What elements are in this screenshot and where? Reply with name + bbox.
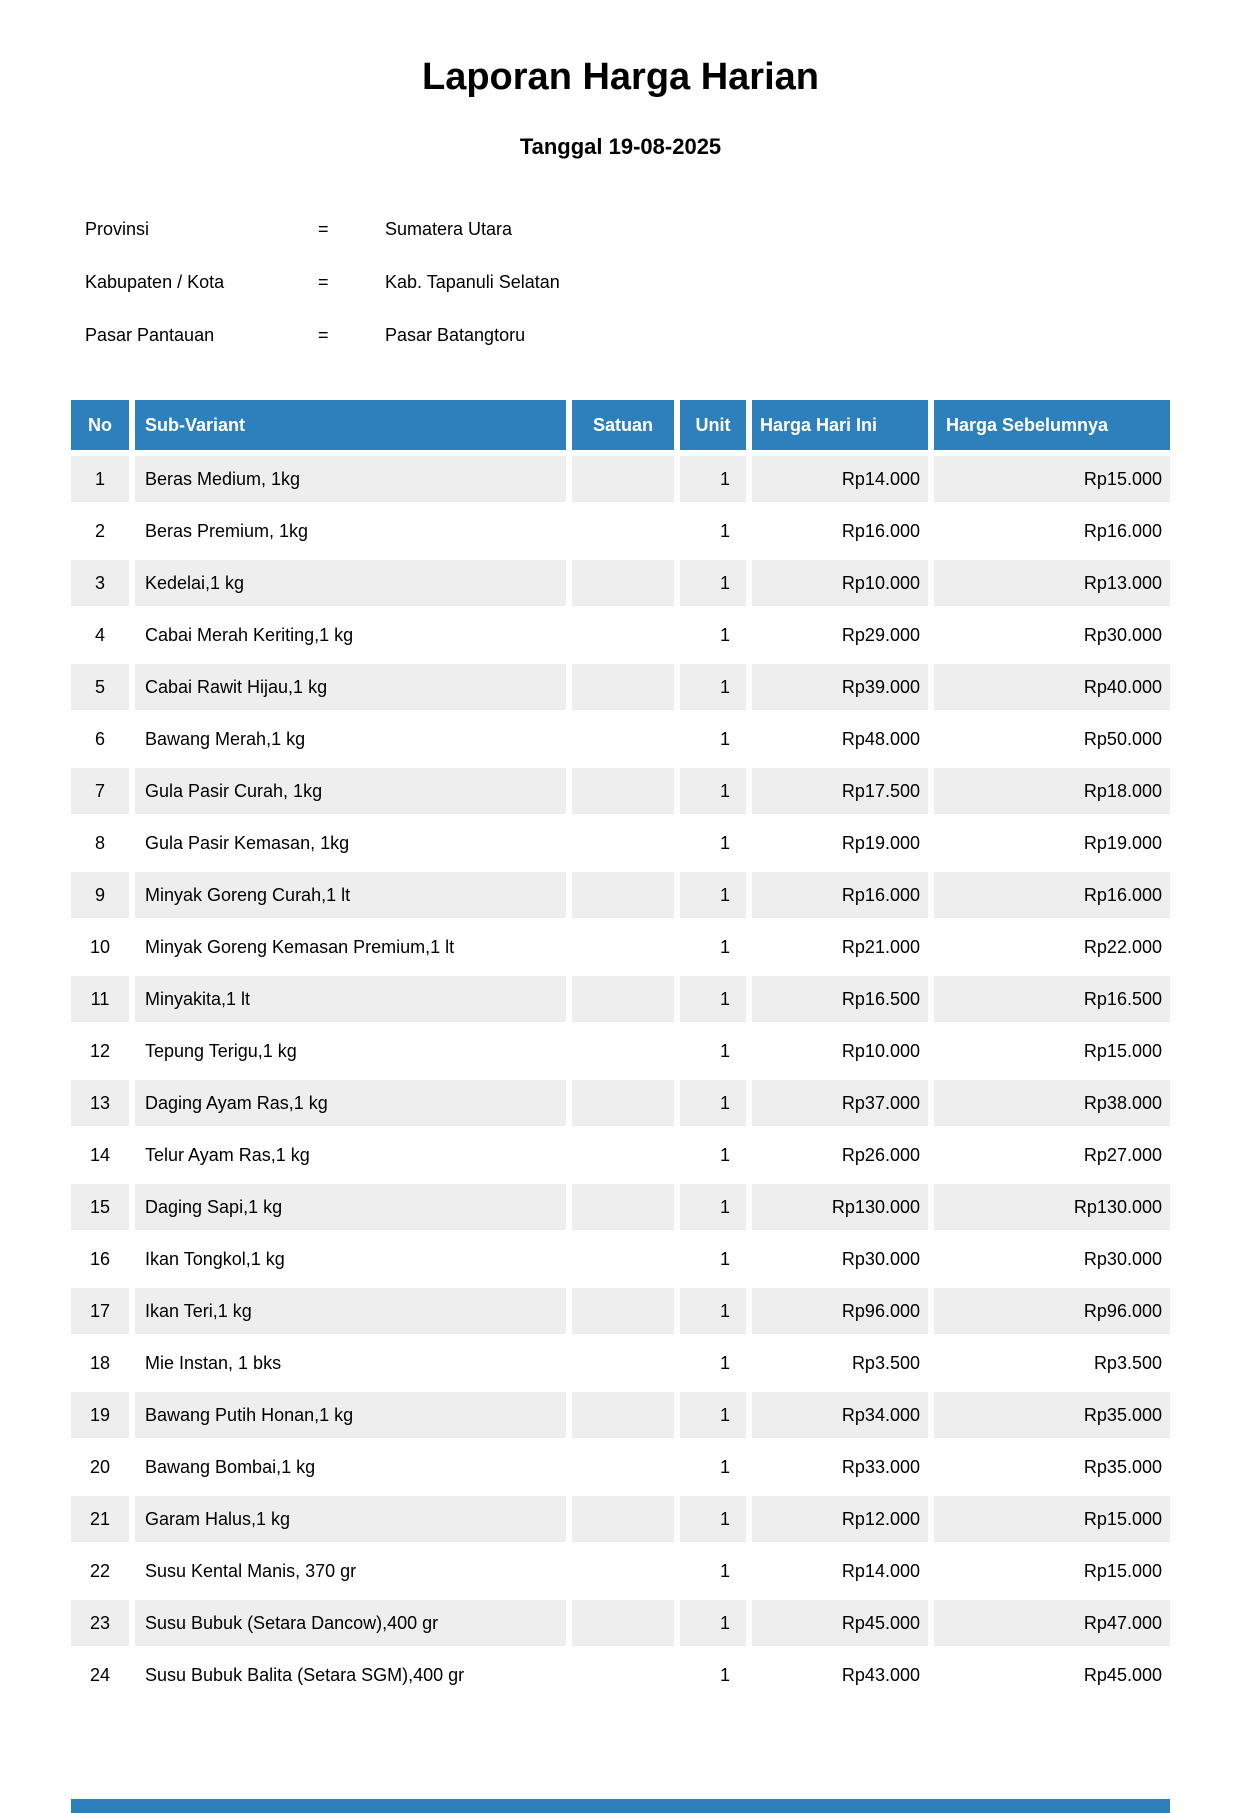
table-row xyxy=(71,1184,1170,1230)
info-label: Pasar Pantauan xyxy=(85,325,215,345)
cell-no: 22 xyxy=(71,1548,129,1594)
cell-unit: 1 xyxy=(680,1652,746,1698)
cell-no: 20 xyxy=(71,1444,129,1490)
cell-unit: 1 xyxy=(680,1340,746,1386)
cell-no: 16 xyxy=(71,1236,129,1282)
cell-satuan xyxy=(572,820,674,866)
table-row xyxy=(71,664,1170,710)
table-row xyxy=(71,1652,1170,1698)
table-row xyxy=(71,1444,1170,1490)
cell-harga-sebelumnya: Rp16.500 xyxy=(934,976,1170,1022)
cell-sub-variant: Cabai Rawit Hijau,1 kg xyxy=(135,664,566,710)
cell-harga-sebelumnya: Rp16.000 xyxy=(934,508,1170,554)
price-table xyxy=(65,394,1176,1704)
cell-no: 7 xyxy=(71,768,129,814)
cell-sub-variant: Daging Sapi,1 kg xyxy=(135,1184,566,1230)
cell-sub-variant: Telur Ayam Ras,1 kg xyxy=(135,1132,566,1178)
cell-harga-hari-ini: Rp16.500 xyxy=(752,976,928,1022)
cell-harga-sebelumnya: Rp15.000 xyxy=(934,1028,1170,1074)
cell-satuan xyxy=(572,1288,674,1334)
table-row xyxy=(71,872,1170,918)
cell-unit: 1 xyxy=(680,1132,746,1178)
cell-sub-variant: Bawang Merah,1 kg xyxy=(135,716,566,762)
cell-harga-sebelumnya: Rp19.000 xyxy=(934,820,1170,866)
cell-sub-variant: Garam Halus,1 kg xyxy=(135,1496,566,1542)
table-row xyxy=(71,976,1170,1022)
cell-unit: 1 xyxy=(680,612,746,658)
cell-harga-sebelumnya: Rp50.000 xyxy=(934,716,1170,762)
cell-unit: 1 xyxy=(680,1288,746,1334)
cell-harga-hari-ini: Rp3.500 xyxy=(752,1340,928,1386)
cell-satuan xyxy=(572,664,674,710)
cell-no: 24 xyxy=(71,1652,129,1698)
cell-satuan xyxy=(572,1236,674,1282)
column-header-unit: Unit xyxy=(680,400,746,450)
cell-harga-sebelumnya: Rp18.000 xyxy=(934,768,1170,814)
cell-unit: 1 xyxy=(680,1600,746,1646)
cell-no: 9 xyxy=(71,872,129,918)
cell-unit: 1 xyxy=(680,820,746,866)
cell-harga-sebelumnya: Rp27.000 xyxy=(934,1132,1170,1178)
table-row xyxy=(71,768,1170,814)
info-label: Kabupaten / Kota xyxy=(85,272,225,292)
cell-harga-hari-ini: Rp29.000 xyxy=(752,612,928,658)
cell-harga-sebelumnya: Rp15.000 xyxy=(934,456,1170,502)
cell-unit: 1 xyxy=(680,924,746,970)
next-page-table-header-partial xyxy=(71,1799,1170,1813)
table-header-row xyxy=(71,400,1170,450)
cell-harga-sebelumnya: Rp96.000 xyxy=(934,1288,1170,1334)
cell-harga-hari-ini: Rp26.000 xyxy=(752,1132,928,1178)
page-title: Laporan Harga Harian xyxy=(422,56,819,98)
info-row-kabupaten-kota xyxy=(85,273,1241,291)
table-row xyxy=(71,1600,1170,1646)
cell-unit: 1 xyxy=(680,1184,746,1230)
cell-harga-sebelumnya: Rp30.000 xyxy=(934,612,1170,658)
table-row xyxy=(71,1392,1170,1438)
table-row xyxy=(71,924,1170,970)
cell-harga-sebelumnya: Rp22.000 xyxy=(934,924,1170,970)
table-row xyxy=(71,1080,1170,1126)
table-row xyxy=(71,560,1170,606)
cell-unit: 1 xyxy=(680,1548,746,1594)
cell-no: 5 xyxy=(71,664,129,710)
column-header-satuan: Satuan xyxy=(572,400,674,450)
cell-satuan xyxy=(572,1184,674,1230)
equals-sign: = xyxy=(318,272,329,292)
cell-harga-sebelumnya: Rp45.000 xyxy=(934,1652,1170,1698)
cell-unit: 1 xyxy=(680,1236,746,1282)
cell-sub-variant: Susu Bubuk Balita (Setara SGM),400 gr xyxy=(135,1652,566,1698)
cell-harga-hari-ini: Rp33.000 xyxy=(752,1444,928,1490)
cell-sub-variant: Ikan Tongkol,1 kg xyxy=(135,1236,566,1282)
table-row xyxy=(71,1548,1170,1594)
cell-harga-sebelumnya: Rp47.000 xyxy=(934,1600,1170,1646)
cell-sub-variant: Cabai Merah Keriting,1 kg xyxy=(135,612,566,658)
cell-sub-variant: Kedelai,1 kg xyxy=(135,560,566,606)
table-row xyxy=(71,1132,1170,1178)
table-row xyxy=(71,1236,1170,1282)
equals-sign: = xyxy=(318,219,329,239)
cell-sub-variant: Minyak Goreng Kemasan Premium,1 lt xyxy=(135,924,566,970)
cell-unit: 1 xyxy=(680,716,746,762)
cell-sub-variant: Gula Pasir Curah, 1kg xyxy=(135,768,566,814)
cell-no: 18 xyxy=(71,1340,129,1386)
cell-harga-hari-ini: Rp17.500 xyxy=(752,768,928,814)
cell-satuan xyxy=(572,560,674,606)
cell-satuan xyxy=(572,612,674,658)
cell-harga-hari-ini: Rp30.000 xyxy=(752,1236,928,1282)
cell-unit: 1 xyxy=(680,976,746,1022)
cell-no: 1 xyxy=(71,456,129,502)
cell-satuan xyxy=(572,1652,674,1698)
cell-satuan xyxy=(572,976,674,1022)
column-header-no: No xyxy=(71,400,129,450)
table-row xyxy=(71,1340,1170,1386)
cell-unit: 1 xyxy=(680,1496,746,1542)
cell-harga-sebelumnya: Rp30.000 xyxy=(934,1236,1170,1282)
cell-harga-hari-ini: Rp14.000 xyxy=(752,456,928,502)
cell-satuan xyxy=(572,508,674,554)
cell-no: 15 xyxy=(71,1184,129,1230)
cell-harga-sebelumnya: Rp130.000 xyxy=(934,1184,1170,1230)
cell-no: 14 xyxy=(71,1132,129,1178)
cell-harga-hari-ini: Rp21.000 xyxy=(752,924,928,970)
cell-no: 8 xyxy=(71,820,129,866)
cell-satuan xyxy=(572,1080,674,1126)
cell-harga-sebelumnya: Rp35.000 xyxy=(934,1444,1170,1490)
cell-sub-variant: Beras Premium, 1kg xyxy=(135,508,566,554)
table-row xyxy=(71,820,1170,866)
report-page xyxy=(0,58,1241,1704)
cell-harga-sebelumnya: Rp13.000 xyxy=(934,560,1170,606)
cell-harga-hari-ini: Rp96.000 xyxy=(752,1288,928,1334)
cell-satuan xyxy=(572,768,674,814)
page-subtitle: Tanggal 19-08-2025 xyxy=(519,134,722,159)
cell-harga-sebelumnya: Rp35.000 xyxy=(934,1392,1170,1438)
cell-sub-variant: Minyak Goreng Curah,1 lt xyxy=(135,872,566,918)
cell-no: 19 xyxy=(71,1392,129,1438)
cell-no: 6 xyxy=(71,716,129,762)
cell-sub-variant: Bawang Bombai,1 kg xyxy=(135,1444,566,1490)
cell-no: 10 xyxy=(71,924,129,970)
cell-no: 23 xyxy=(71,1600,129,1646)
cell-sub-variant: Mie Instan, 1 bks xyxy=(135,1340,566,1386)
cell-no: 2 xyxy=(71,508,129,554)
cell-harga-sebelumnya: Rp3.500 xyxy=(934,1340,1170,1386)
cell-harga-hari-ini: Rp45.000 xyxy=(752,1600,928,1646)
cell-no: 11 xyxy=(71,976,129,1022)
cell-no: 4 xyxy=(71,612,129,658)
report-info xyxy=(85,220,1241,344)
info-row-pasar-pantauan xyxy=(85,326,1241,344)
cell-harga-hari-ini: Rp14.000 xyxy=(752,1548,928,1594)
cell-satuan xyxy=(572,924,674,970)
cell-unit: 1 xyxy=(680,508,746,554)
cell-no: 12 xyxy=(71,1028,129,1074)
cell-sub-variant: Susu Kental Manis, 370 gr xyxy=(135,1548,566,1594)
cell-harga-sebelumnya: Rp16.000 xyxy=(934,872,1170,918)
cell-harga-hari-ini: Rp19.000 xyxy=(752,820,928,866)
info-value: Sumatera Utara xyxy=(385,219,513,239)
cell-sub-variant: Gula Pasir Kemasan, 1kg xyxy=(135,820,566,866)
cell-sub-variant: Ikan Teri,1 kg xyxy=(135,1288,566,1334)
cell-harga-sebelumnya: Rp15.000 xyxy=(934,1548,1170,1594)
cell-sub-variant: Beras Medium, 1kg xyxy=(135,456,566,502)
cell-sub-variant: Susu Bubuk (Setara Dancow),400 gr xyxy=(135,1600,566,1646)
cell-harga-hari-ini: Rp130.000 xyxy=(752,1184,928,1230)
cell-no: 3 xyxy=(71,560,129,606)
cell-satuan xyxy=(572,1392,674,1438)
cell-satuan xyxy=(572,1340,674,1386)
cell-sub-variant: Minyakita,1 lt xyxy=(135,976,566,1022)
info-label: Provinsi xyxy=(85,219,150,239)
cell-harga-hari-ini: Rp39.000 xyxy=(752,664,928,710)
cell-unit: 1 xyxy=(680,664,746,710)
table-body xyxy=(71,456,1170,1698)
cell-unit: 1 xyxy=(680,560,746,606)
cell-satuan xyxy=(572,1600,674,1646)
cell-unit: 1 xyxy=(680,1392,746,1438)
cell-harga-hari-ini: Rp10.000 xyxy=(752,560,928,606)
cell-harga-sebelumnya: Rp15.000 xyxy=(934,1496,1170,1542)
info-value: Pasar Batangtoru xyxy=(385,325,526,345)
cell-harga-sebelumnya: Rp40.000 xyxy=(934,664,1170,710)
cell-sub-variant: Bawang Putih Honan,1 kg xyxy=(135,1392,566,1438)
table-row xyxy=(71,508,1170,554)
cell-satuan xyxy=(572,1132,674,1178)
table-row xyxy=(71,1028,1170,1074)
table-row xyxy=(71,1496,1170,1542)
table-row xyxy=(71,1288,1170,1334)
cell-satuan xyxy=(572,1548,674,1594)
info-value: Kab. Tapanuli Selatan xyxy=(385,272,560,292)
cell-unit: 1 xyxy=(680,768,746,814)
column-header-sub-variant: Sub-Variant xyxy=(135,400,566,450)
column-header-harga-sebelumnya: Harga Sebelumnya xyxy=(934,400,1170,450)
cell-harga-hari-ini: Rp37.000 xyxy=(752,1080,928,1126)
cell-unit: 1 xyxy=(680,1444,746,1490)
equals-sign: = xyxy=(318,325,329,345)
cell-harga-hari-ini: Rp48.000 xyxy=(752,716,928,762)
cell-harga-hari-ini: Rp12.000 xyxy=(752,1496,928,1542)
cell-sub-variant: Daging Ayam Ras,1 kg xyxy=(135,1080,566,1126)
info-row-provinsi xyxy=(85,220,1241,238)
cell-satuan xyxy=(572,872,674,918)
cell-harga-hari-ini: Rp16.000 xyxy=(752,872,928,918)
cell-unit: 1 xyxy=(680,1028,746,1074)
cell-satuan xyxy=(572,1444,674,1490)
cell-satuan xyxy=(572,456,674,502)
cell-harga-hari-ini: Rp10.000 xyxy=(752,1028,928,1074)
cell-satuan xyxy=(572,716,674,762)
table-row xyxy=(71,716,1170,762)
cell-unit: 1 xyxy=(680,872,746,918)
cell-no: 21 xyxy=(71,1496,129,1542)
cell-harga-hari-ini: Rp16.000 xyxy=(752,508,928,554)
cell-unit: 1 xyxy=(680,456,746,502)
cell-satuan xyxy=(572,1496,674,1542)
cell-unit: 1 xyxy=(680,1080,746,1126)
cell-sub-variant: Tepung Terigu,1 kg xyxy=(135,1028,566,1074)
cell-no: 13 xyxy=(71,1080,129,1126)
column-header-harga-hari-ini: Harga Hari Ini xyxy=(752,400,928,450)
cell-satuan xyxy=(572,1028,674,1074)
table-row xyxy=(71,456,1170,502)
cell-harga-hari-ini: Rp34.000 xyxy=(752,1392,928,1438)
table-row xyxy=(71,612,1170,658)
cell-harga-hari-ini: Rp43.000 xyxy=(752,1652,928,1698)
cell-harga-sebelumnya: Rp38.000 xyxy=(934,1080,1170,1126)
cell-no: 17 xyxy=(71,1288,129,1334)
